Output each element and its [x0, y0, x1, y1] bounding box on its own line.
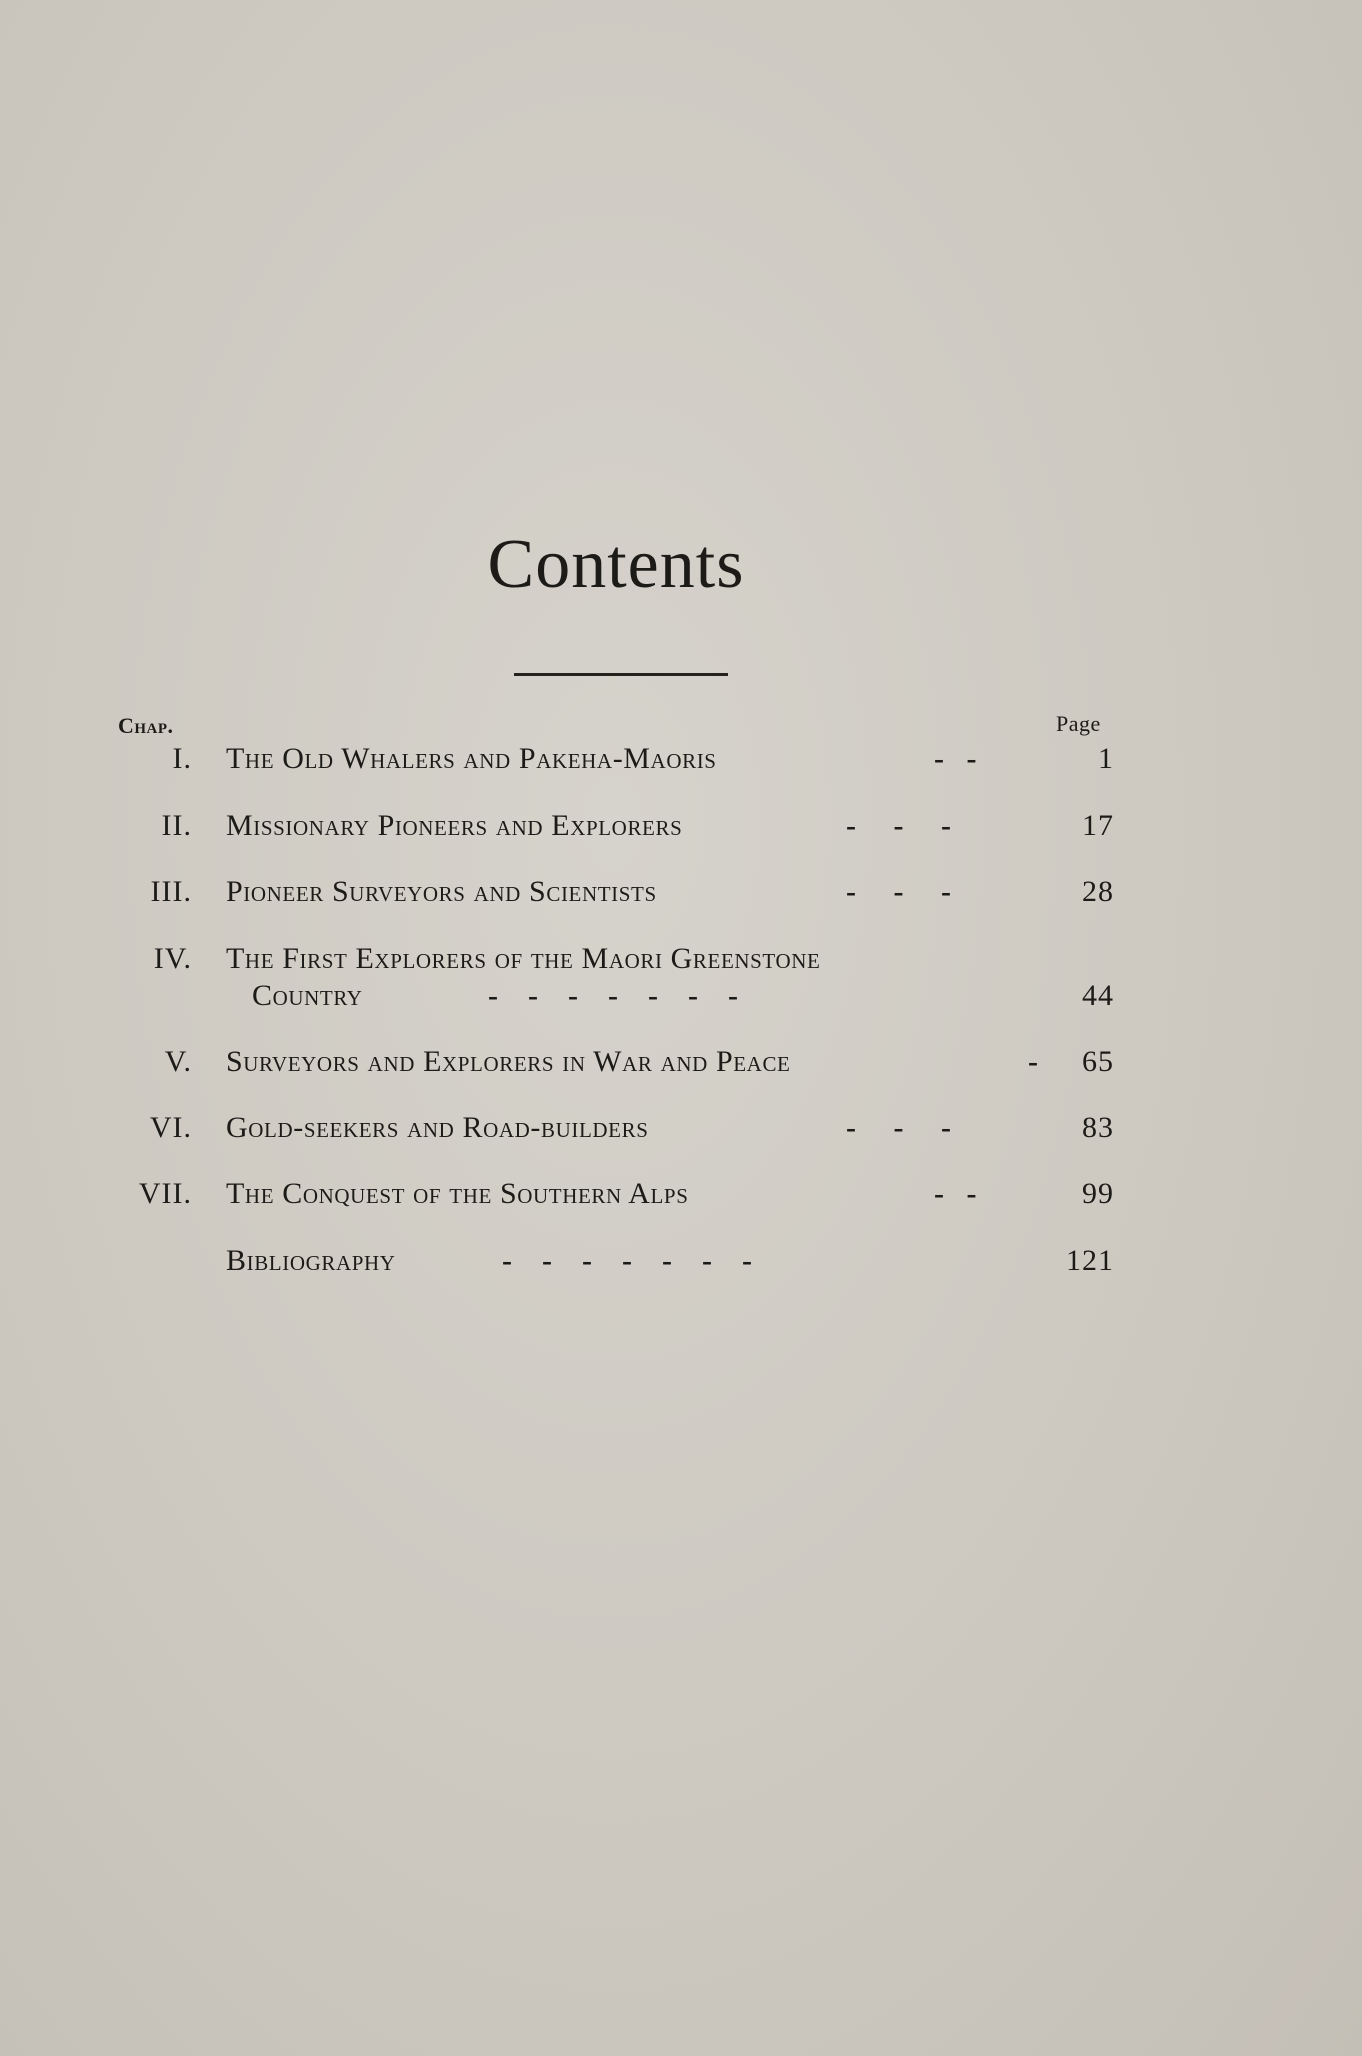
chapter-column-header: Chap. — [118, 713, 174, 738]
chapter-title-continued: Country — [252, 979, 363, 1012]
chapter-number: V. — [164, 1045, 192, 1078]
page-column-header: Page — [1056, 711, 1101, 736]
leader-dots: - - - - - - - — [488, 979, 738, 1012]
leader-dots: - — [1028, 1045, 1038, 1078]
toc-entry[interactable] — [0, 875, 1362, 915]
leader-dots: - - - — [846, 875, 951, 908]
bibliography-title: Bibliography — [226, 1244, 396, 1277]
leader-dots: - - - — [846, 1111, 951, 1144]
chapter-number: IV. — [153, 942, 192, 975]
page-number: 44 — [1082, 979, 1114, 1012]
title-divider — [514, 673, 728, 676]
leader-dots: - - - — [846, 809, 951, 842]
chapter-title: The Old Whalers and Pakeha-Maoris — [226, 742, 717, 775]
chapter-number: I. — [172, 742, 192, 775]
toc-entry[interactable] — [0, 1045, 1362, 1085]
page-number: 28 — [1082, 875, 1114, 908]
toc-entry-bibliography[interactable] — [0, 1244, 1362, 1284]
chapter-title: Gold-seekers and Road-builders — [226, 1111, 649, 1144]
toc-entry[interactable] — [0, 942, 1362, 982]
chapter-number: VI. — [149, 1111, 192, 1144]
leader-dots: - - — [934, 1177, 977, 1210]
page-number: 99 — [1082, 1177, 1114, 1210]
chapter-number: III. — [150, 875, 192, 908]
chapter-number: VII. — [138, 1177, 192, 1210]
toc-entry[interactable] — [0, 809, 1362, 849]
page-number: 1 — [1098, 742, 1114, 775]
chapter-title: The Conquest of the Southern Alps — [226, 1177, 689, 1210]
page-number: 17 — [1082, 809, 1114, 842]
page-number: 83 — [1082, 1111, 1114, 1144]
leader-dots: - - - - - - - — [502, 1244, 752, 1277]
page-title: Contents — [487, 526, 745, 603]
chapter-number: II. — [161, 809, 192, 842]
chapter-title: Pioneer Surveyors and Scientists — [226, 875, 657, 908]
toc-entry[interactable] — [0, 1177, 1362, 1217]
chapter-title: Surveyors and Explorers in War and Peace — [226, 1045, 791, 1078]
toc-entry-continuation — [0, 979, 1362, 1019]
page-number: 65 — [1082, 1045, 1114, 1078]
chapter-title: The First Explorers of the Maori Greenstone — [226, 942, 821, 975]
toc-entry[interactable] — [0, 742, 1362, 782]
chapter-title: Missionary Pioneers and Explorers — [226, 809, 683, 842]
leader-dots: - - — [934, 742, 977, 775]
page-number: 121 — [1066, 1244, 1114, 1277]
toc-entry[interactable] — [0, 1111, 1362, 1151]
